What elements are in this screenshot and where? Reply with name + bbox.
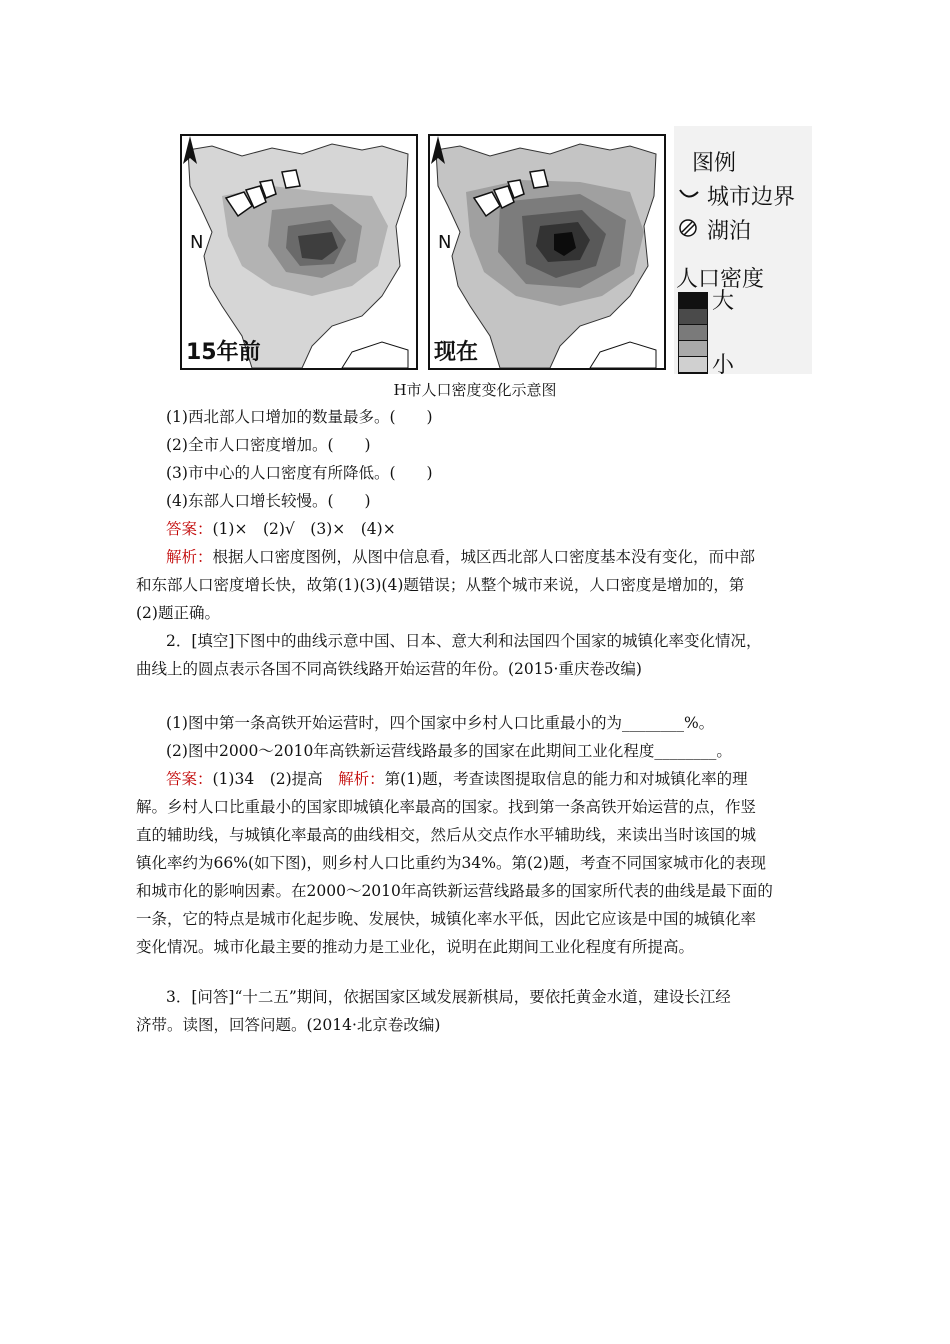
answer-label: 答案：	[166, 770, 213, 788]
q1-item-1: (1)西北部人口增加的数量最多。( )	[166, 408, 433, 426]
north-arrow-icon	[430, 136, 446, 166]
north-arrow-icon	[182, 136, 198, 166]
figure-caption: H市人口密度变化示意图	[393, 381, 557, 399]
q2-item-1: (1)图中第一条高铁开始运营时，四个国家中乡村人口比重最小的为________%。	[166, 714, 715, 732]
q2-answer: 答案：(1)34 (2)提高 解析：第(1)题，考查读图提取信息的能力和对城镇化率的理	[166, 770, 748, 788]
q2-analysis-line-4: 镇化率约为66%(如下图)，则乡村人口比重约为34%。第(2)题，考查不同国家城市化的表现	[136, 854, 766, 872]
map-15-years-ago	[180, 134, 418, 370]
q2-analysis-line-6: 一条，它的特点是城市化起步晚、发展快，城镇化率水平低，因此它应该是中国的城镇化率	[136, 910, 757, 928]
answer-text: (1)34 (2)提高	[212, 770, 339, 788]
density-map-now	[430, 136, 664, 368]
ramp-step	[679, 325, 707, 341]
density-map-old	[182, 136, 416, 368]
q2-item-2: (2)图中2000～2010年高铁新运营线路最多的国家在此期间工业化程度________。	[166, 742, 732, 760]
legend-city-border: 城市边界	[678, 180, 795, 211]
analysis-label: 解析：	[166, 548, 213, 566]
q2-stem-line-1: 2．[填空]下图中的曲线示意中国、日本、意大利和法国四个国家的城镇化率变化情况，	[166, 632, 762, 650]
q2-stem-line-2: 曲线上的圆点表示各国不同高铁线路开始运营的年份。(2015·重庆卷改编)	[136, 660, 642, 678]
density-color-ramp	[678, 292, 708, 374]
q1-answer	[166, 518, 396, 540]
legend-small: 小	[712, 353, 735, 378]
legend-lake: 湖泊	[678, 214, 751, 245]
north-label: N	[190, 232, 204, 253]
q1-item-3: (3)市中心的人口密度有所降低。( )	[166, 464, 433, 482]
ramp-step	[679, 309, 707, 325]
q3-stem-line-1: 3．[问答]“十二五”期间，依据国家区域发展新棋局，要依托黄金水道，建设长江经	[166, 988, 731, 1006]
q1-analysis-line-1: 解析：根据人口密度图例，从图中信息看，城区西北部人口密度基本没有变化，而中部	[166, 548, 756, 566]
q1-item-4: (4)东部人口增长较慢。( )	[166, 492, 371, 510]
answer-text: (1)× (2)√ (3)× (4)×	[212, 520, 396, 538]
q2-analysis-line-5: 和城市化的影响因素。在2000～2010年高铁新运营线路最多的国家所代表的曲线是最下面的	[136, 882, 773, 900]
q3-stem-line-2: 济带。读图，回答问题。(2014·北京卷改编)	[136, 1016, 441, 1034]
north-label: N	[438, 232, 452, 253]
legend-title: 图例	[692, 151, 737, 176]
q2-analysis-line-2: 解。乡村人口比重最小的国家即城镇化率最高的国家。找到第一条高铁开始运营的点，作竖	[136, 798, 757, 816]
legend-big: 大	[712, 289, 735, 314]
map-legend	[674, 126, 812, 378]
analysis-label: 解析：	[338, 770, 385, 788]
q1-item-2: (2)全市人口密度增加。( )	[166, 436, 371, 454]
ramp-step	[679, 341, 707, 357]
population-density-figure	[178, 126, 812, 378]
q1-analysis-line-3: (2)题正确。	[136, 604, 220, 622]
answer-label: 答案：	[166, 520, 213, 538]
map-label-old: 15年前	[186, 340, 261, 365]
q2-analysis-line-7: 变化情况。城市化最主要的推动力是工业化，说明在此期间工业化程度有所提高。	[136, 938, 695, 956]
map-label-now: 现在	[434, 340, 479, 365]
q2-analysis-line-3: 直的辅助线，与城镇化率最高的曲线相交，然后从交点作水平辅助线，来读出当时该国的城	[136, 826, 757, 844]
q1-analysis-line-2: 和东部人口密度增长快，故第(1)(3)(4)题错误；从整个城市来说，人口密度是增加的，第	[136, 576, 745, 594]
lake-icon	[678, 219, 707, 244]
map-now	[428, 134, 666, 370]
legend-density-title: 人口密度	[676, 267, 765, 292]
ramp-step	[679, 357, 707, 373]
ramp-step	[679, 293, 707, 309]
city-border-icon	[678, 185, 707, 210]
